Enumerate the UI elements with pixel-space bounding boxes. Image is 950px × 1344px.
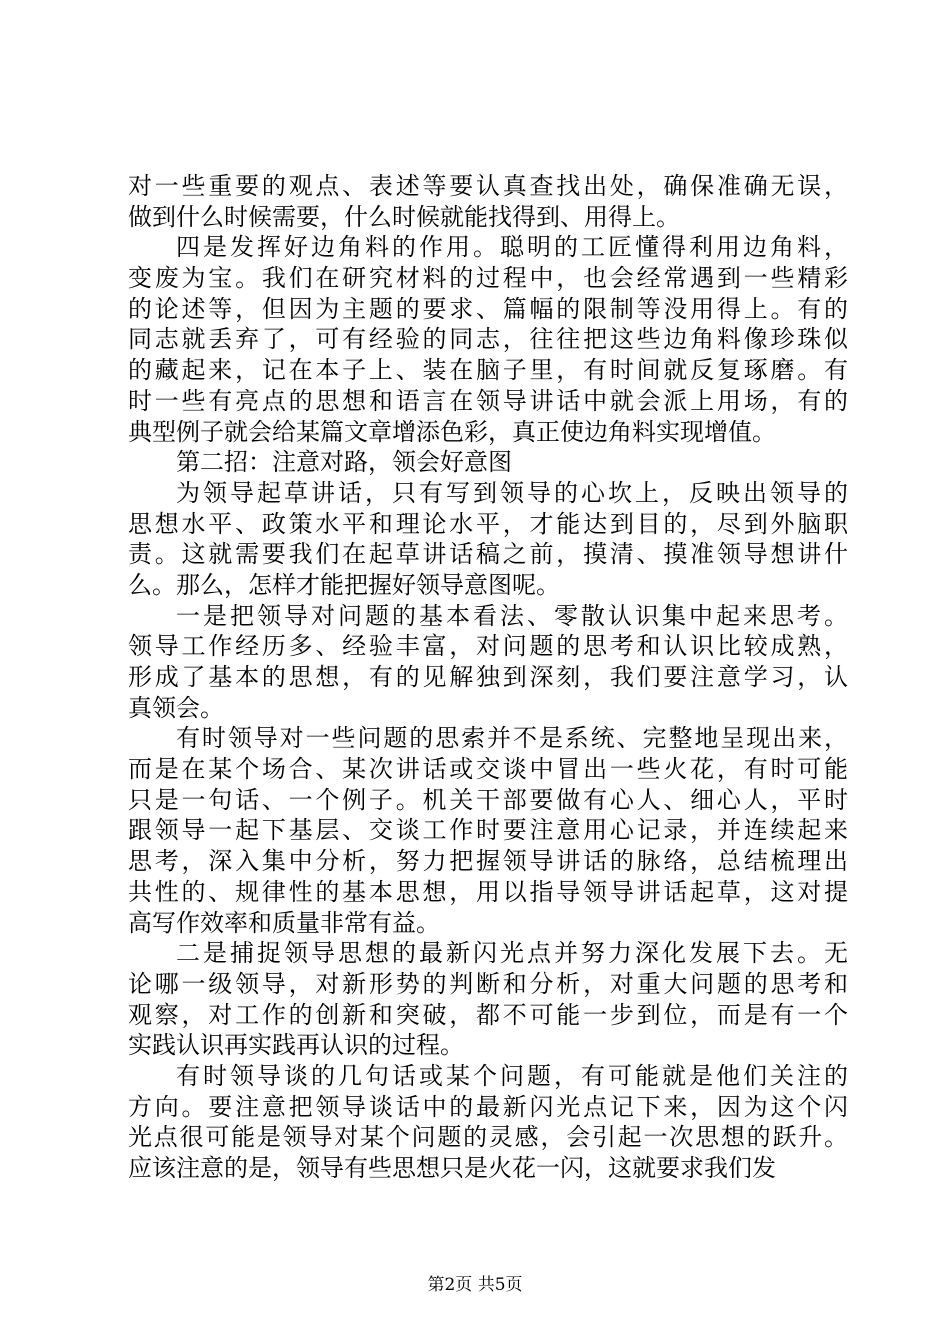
text-line: 真领会。	[128, 693, 224, 722]
paragraph	[128, 447, 848, 478]
text-line: 思想水平、政策水平和理论水平，才能达到目的，尽到外脑职	[128, 509, 848, 538]
text-line: 二是捕捉领导思想的最新闪光点并努力深化发展下去。无	[176, 939, 848, 968]
text-line: 形成了基本的思想，有的见解独到深刻，我们要注意学习，认	[128, 663, 848, 691]
text-line: 的藏起来，记在本子上、装在脑子里，有时间就反复琢磨。有	[128, 356, 848, 385]
text-line: 的论述等，但因为主题的要求、篇幅的限制等没用得上。有的	[128, 294, 848, 323]
document-body	[128, 171, 848, 1184]
paragraph	[128, 601, 848, 724]
text-line: 只是一句话、一个例子。机关干部要做有心人、细心人，平时	[128, 785, 848, 814]
text-line: 应该注意的是，领导有些思想只是火花一闪，这就要求我们发	[128, 1154, 776, 1182]
text-line: 么。那么，怎样才能把握好领导意图呢。	[128, 570, 560, 599]
text-line: 共性的、规律性的基本思想，用以指导领导讲话起草，这对提	[128, 877, 848, 906]
paragraph	[128, 478, 848, 601]
text-line: 为领导起草讲话，只有写到领导的心坎上，反映出领导的	[176, 478, 848, 507]
paragraph	[128, 723, 848, 938]
text-line: 光点很可能是领导对某个问题的灵感，会引起一次思想的跃升。	[128, 1123, 848, 1152]
paragraph	[128, 232, 848, 447]
text-line: 有时领导对一些问题的思索并不是系统、完整地呈现出来，	[176, 724, 848, 753]
paragraph	[128, 938, 848, 1061]
page-footer: 第2页 共5页	[427, 1275, 523, 1295]
text-line: 论哪一级领导，对新形势的判断和分析，对重大问题的思考和	[128, 969, 848, 998]
text-line: 而是在某个场合、某次讲话或交谈中冒出一些火花，有时可能	[128, 755, 848, 784]
text-line: 时一些有亮点的思想和语言在领导讲话中就会派上用场，有的	[128, 386, 848, 415]
text-line: 同志就丢弃了，可有经验的同志，往往把这些边角料像珍珠似	[128, 325, 848, 354]
text-line: 有时领导谈的几句话或某个问题，有可能就是他们关注的	[176, 1061, 848, 1090]
text-line: 责。这就需要我们在起草讲话稿之前，摸清、摸准领导想讲什	[128, 540, 848, 569]
text-line: 四是发挥好边角料的作用。聪明的工匠懂得利用边角料，	[176, 233, 848, 262]
text-line: 第二招：注意对路，领会好意图	[176, 448, 512, 477]
text-line: 高写作效率和质量非常有益。	[128, 908, 440, 937]
text-line: 观察，对工作的创新和突破，都不可能一步到位，而是有一个	[128, 1000, 848, 1029]
text-line: 典型例子就会给某篇文章增添色彩，真正使边角料实现增值。	[128, 417, 776, 446]
paragraph	[128, 171, 848, 232]
text-line: 方向。要注意把领导谈话中的最新闪光点记下来，因为这个闪	[128, 1092, 848, 1121]
text-line: 领导工作经历多、经验丰富，对问题的思考和认识比较成熟，	[128, 632, 848, 661]
text-line: 对一些重要的观点、表述等要认真查找出处，确保准确无误，	[128, 172, 848, 200]
text-line: 做到什么时候需要，什么时候就能找得到、用得上。	[128, 202, 680, 231]
paragraph	[128, 1061, 848, 1184]
text-line: 实践认识再实践再认识的过程。	[128, 1031, 464, 1060]
text-line: 思考，深入集中分析，努力把握领导讲话的脉络，总结梳理出	[128, 847, 848, 876]
text-line: 变废为宝。我们在研究材料的过程中，也会经常遇到一些精彩	[128, 264, 848, 293]
text-line: 跟领导一起下基层、交谈工作时要注意用心记录，并连续起来	[128, 816, 848, 845]
text-line: 一是把领导对问题的基本看法、零散认识集中起来思考。	[176, 601, 848, 630]
